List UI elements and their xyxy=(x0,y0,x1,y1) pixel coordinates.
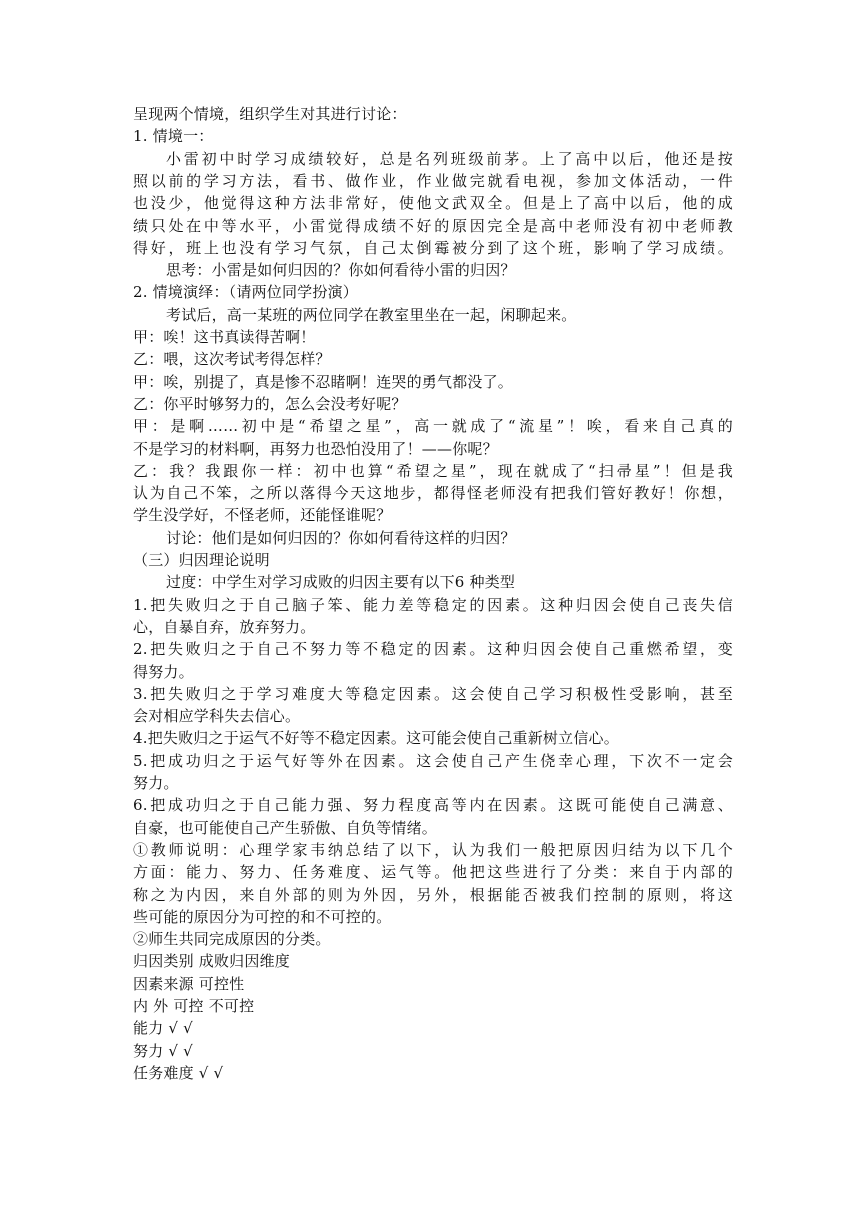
text-line: 些可能的原因分为可控的和不可控的。 xyxy=(133,907,392,926)
text-line: 3.把失败归之于学习难度大等稳定因素。这会使自己学习积极性受影响，甚至 xyxy=(133,684,733,703)
text-line: 认为自己不笨，之所以落得今天这地步，都得怪老师没有把我们管好教好！你想， xyxy=(133,484,733,503)
text-line: 过度：中学生对学习成败的归因主要有以下6 种类型 xyxy=(166,573,516,592)
text-line: 考试后，高一某班的两位同学在教室里坐在一起，闲聊起来。 xyxy=(166,305,577,324)
text-line: 4.把失败归之于运气不好等不稳定因素。这可能会使自己重新树立信心。 xyxy=(133,729,619,748)
text-line: 归因类别 成败归因维度 xyxy=(133,952,290,971)
text-line: 方面：能力、努力、任务难度、运气等。他把这些进行了分类：来自于内部的 xyxy=(133,863,733,882)
text-line: 自豪，也可能使自己产生骄傲、自负等情绪。 xyxy=(133,818,438,837)
text-line: 乙：喂，这次考试考得怎样？ xyxy=(133,350,331,369)
text-line: 2.把失败归之于自己不努力等不稳定的因素。这种归因会使自己重燃希望，变 xyxy=(133,640,733,659)
text-line: 小雷初中时学习成绩较好，总是名列班级前茅。上了高中以后，他还是按 xyxy=(166,149,733,168)
text-line: 甲：是啊……初中是“希望之星”，高一就成了“流星”！唉，看来自己真的 xyxy=(133,417,733,436)
text-line: 6.把成功归之于自己能力强、努力程度高等内在因素。这既可能使自己满意、 xyxy=(133,796,733,815)
text-line: 心，自暴自弃，放弃努力。 xyxy=(133,617,316,636)
text-line: 乙：你平时够努力的，怎么会没考好呢？ xyxy=(133,394,407,413)
text-line: 不是学习的材料啊，再努力也恐怕没用了！——你呢？ xyxy=(133,439,498,458)
text-line: 努力 √ √ xyxy=(133,1041,193,1060)
text-line: 2. 情境演绎：（请两位同学扮演） xyxy=(133,283,358,302)
text-line: 5.把成功归之于运气好等外在因素。这会使自己产生侥幸心理，下次不一定会 xyxy=(133,751,733,770)
text-line: （三）归因理论说明 xyxy=(133,551,270,569)
text-line: 1. 情境一： xyxy=(133,127,214,146)
text-line: 甲：唉！这书真读得苦啊！ xyxy=(133,328,316,346)
text-line: 学生没学好，不怪老师，还能怪谁呢？ xyxy=(133,506,392,525)
text-line: 思考：小雷是如何归因的？你如何看待小雷的归因？ xyxy=(166,261,516,280)
text-line: 因素来源 可控性 xyxy=(133,974,245,993)
text-line: 1.把失败归之于自己脑子笨、能力差等稳定的因素。这种归因会使自己丧失信 xyxy=(133,595,733,614)
text-line: 能力 √ √ xyxy=(133,1019,193,1038)
text-line: 乙：我？我跟你一样：初中也算“希望之星”，现在就成了“扫帚星”！但是我 xyxy=(133,461,733,480)
text-line: 称之为内因，来自外部的则为外因，另外，根据能否被我们控制的原则，将这 xyxy=(133,885,733,904)
text-line: 得好，班上也没有学习气氛，自己太倒霉被分到了这个班，影响了学习成绩。 xyxy=(133,238,733,257)
text-line: 讨论：他们是如何归因的？你如何看待这样的归因？ xyxy=(166,528,516,547)
text-line: 会对相应学科失去信心。 xyxy=(133,707,301,726)
text-line: 绩只处在中等水平，小雷觉得成绩不好的原因完全是高中老师没有初中老师教 xyxy=(133,216,733,235)
text-line: 也没少，他觉得这种方法非常好，使他文武双全。但是上了高中以后，他的成 xyxy=(133,194,733,213)
text-line: 照以前的学习方法，看书、做作业，作业做完就看电视，参加文体活动，一件 xyxy=(133,171,733,190)
text-line: 任务难度 √ √ xyxy=(133,1063,224,1082)
text-line: ①教师说明：心理学家韦纳总结了以下，认为我们一般把原因归结为以下几个 xyxy=(133,840,733,859)
text-line: 内 外 可控 不可控 xyxy=(133,997,255,1015)
text-line: 呈现两个情境，组织学生对其进行讨论： xyxy=(133,105,407,123)
text-line: ②师生共同完成原因的分类。 xyxy=(133,930,331,949)
text-line: 得努力。 xyxy=(133,662,194,681)
text-line: 努力。 xyxy=(133,774,179,792)
text-line: 甲：唉，别提了，真是惨不忍睹啊！连哭的勇气都没了。 xyxy=(133,372,514,391)
